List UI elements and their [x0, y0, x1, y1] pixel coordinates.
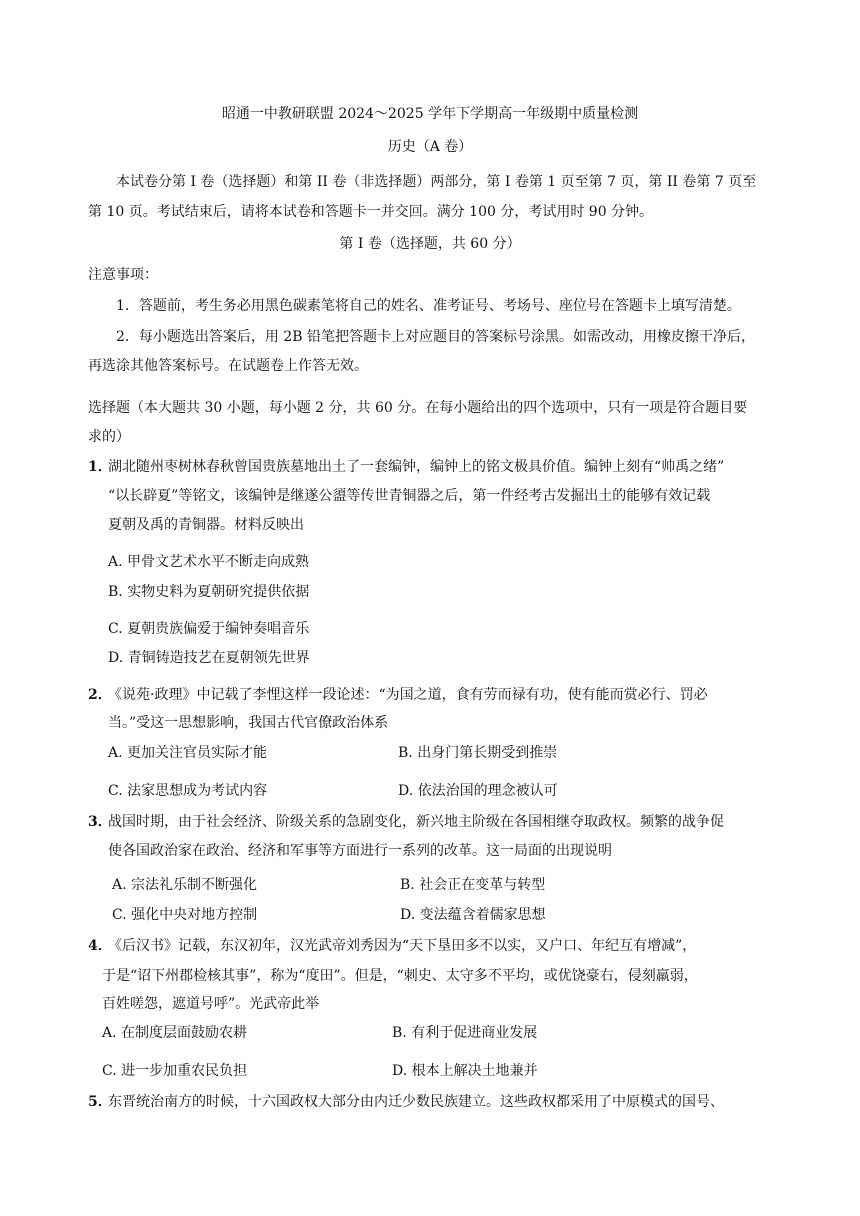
question-4-stem-line-1: 《后汉书》记载，东汉初年，汉光武帝刘秀因为“天下垦田多不以实，又户口、年纪互有增减”， [108, 938, 697, 954]
notes-heading: 注意事项： [88, 267, 158, 283]
intro-line-1: 本试卷分第 I 卷（选择题）和第 II 卷（非选择题）两部分，第 I 卷第 1 页至第 7 页，第 II 卷第 7 页至 [116, 174, 757, 190]
question-1-option-c[interactable]: C. 夏朝贵族偏爱于编钟奏唱音乐 [108, 621, 310, 637]
question-4-number: 4． [88, 938, 112, 954]
question-5-stem-line-1: 东晋统治南方的时候，十六国政权大部分由内迁少数民族建立。这些政权都采用了中原模式的国号、 [108, 1094, 724, 1110]
question-5-number: 5． [88, 1094, 112, 1110]
question-2-stem-line-2: 当。”受这一思想影响，我国古代官僚政治体系 [108, 715, 389, 731]
exam-title: 昭通一中教研联盟 2024～2025 学年下学期高一年级期中质量检测 [221, 106, 639, 122]
question-2-number: 2． [88, 687, 112, 703]
subject-title: 历史（A 卷） [387, 139, 473, 155]
notes-item-2-line-1: 2．每小题选出答案后，用 2B 铅笔把答题卡上对应题目的答案标号涂黑。如需改动，用橡皮擦干净后， [116, 329, 756, 345]
instructions-line-2: 求的） [88, 429, 130, 445]
question-1-stem-line-2: “以长辟夏”等铭文，该编钟是继遂公盨等传世青铜器之后，第一件经考古发掘出土的能够有效记载 [108, 488, 711, 504]
notes-item-1: 1．答题前，考生务必用黑色碳素笔将自己的姓名、准考证号、考场号、座位号在答题卡上填写清楚。 [116, 298, 741, 314]
question-2-option-d[interactable]: D. 依法治国的理念被认可 [398, 783, 558, 799]
question-1-option-a[interactable]: A. 甲骨文艺术水平不断走向成熟 [108, 554, 310, 570]
section-title: 第 I 卷（选择题，共 60 分） [339, 236, 521, 252]
question-2-option-c[interactable]: C. 法家思想成为考试内容 [108, 783, 268, 799]
question-3-option-d[interactable]: D. 变法蕴含着儒家思想 [400, 907, 546, 923]
question-3-option-a[interactable]: A. 宗法礼乐制不断强化 [112, 877, 258, 893]
question-1-number: 1． [88, 459, 112, 475]
question-1-option-d[interactable]: D. 青铜铸造技艺在夏朝领先世界 [108, 650, 310, 666]
question-3-number: 3． [88, 814, 112, 830]
question-4-option-d[interactable]: D. 根本上解决土地兼并 [392, 1063, 538, 1079]
question-2-option-b[interactable]: B. 出身门第长期受到推崇 [398, 745, 558, 761]
notes-item-2-line-2: 再选涂其他答案标号。在试题卷上作答无效。 [88, 358, 368, 374]
instructions-line-1: 选择题（本大题共 30 小题，每小题 2 分，共 60 分。在每小题给出的四个选项中，只有一项是符合题目要 [88, 400, 748, 416]
question-3-option-c[interactable]: C. 强化中央对地方控制 [112, 907, 258, 923]
question-3-stem-line-1: 战国时期，由于社会经济、阶级关系的急剧变化，新兴地主阶级在各国相继夺取政权。频繁的战争促 [108, 814, 724, 830]
question-2-option-a[interactable]: A. 更加关注官员实际才能 [108, 745, 268, 761]
intro-line-2: 第 10 页。考试结束后，请将本试卷和答题卡一并交回。满分 100 分，考试用时 90 分钟。 [88, 204, 654, 220]
question-4-stem-line-2: 于是“诏下州郡检核其事”，称为“度田”。但是，“刺史、太守多不平均，或优饶豪右，侵刻羸弱， [102, 968, 698, 984]
question-4-stem-line-3: 百姓嗟怨，遮道号呼”。光武帝此举 [102, 996, 320, 1012]
question-4-option-c[interactable]: C. 进一步加重农民负担 [102, 1063, 248, 1079]
question-4-option-a[interactable]: A. 在制度层面鼓励农耕 [102, 1025, 248, 1041]
question-3-stem-line-2: 使各国政治家在政治、经济和军事等方面进行一系列的改革。这一局面的出现说明 [108, 843, 612, 859]
question-1-stem-line-3: 夏朝及禹的青铜器。材料反映出 [108, 517, 304, 533]
question-4-option-b[interactable]: B. 有利于促进商业发展 [392, 1025, 538, 1041]
question-1-option-b[interactable]: B. 实物史料为夏朝研究提供依据 [108, 584, 310, 600]
question-1-stem-line-1: 湖北随州枣树林春秋曾国贵族墓地出土了一套编钟，编钟上的铭文极具价值。编钟上刻有“帅禹之绪” [108, 459, 725, 475]
question-2-stem-line-1: 《说苑·政理》中记载了李悝这样一段论述：“为国之道，食有劳而禄有功，使有能而赏必行、罚必 [108, 687, 708, 703]
question-3-option-b[interactable]: B. 社会正在变革与转型 [400, 877, 546, 893]
